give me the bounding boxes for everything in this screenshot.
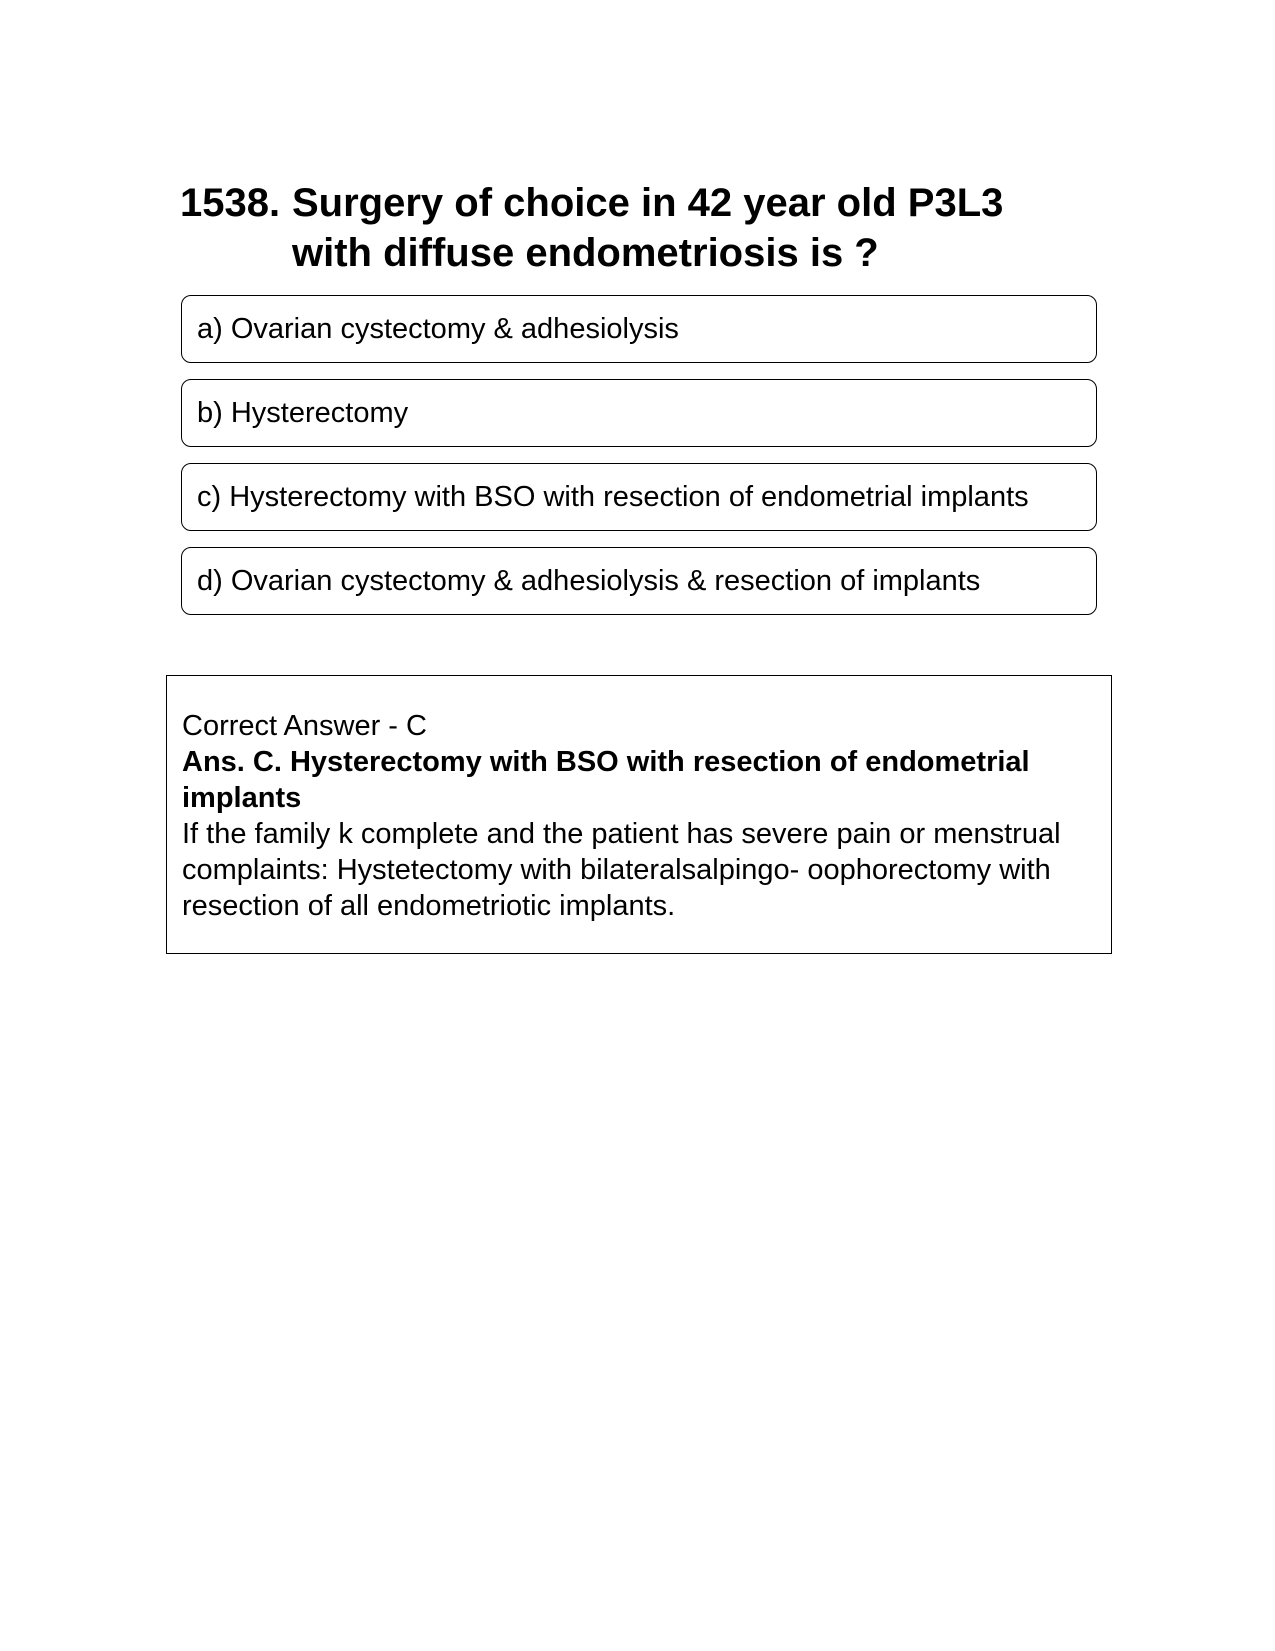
question-heading xyxy=(180,178,1080,278)
question-text: Surgery of choice in 42 year old P3L3 with diffuse endometriosis is ? xyxy=(292,181,1004,275)
question-number: 1538. xyxy=(180,181,281,225)
answer-explanation: If the family k complete and the patient has severe pain or menstrual complaints: Hystetectomy with bilateralsalpingo- oophorectomy with resection of all endometriotic implants. xyxy=(182,818,1061,922)
option-c[interactable]: c) Hysterectomy with BSO with resection of endometrial implants xyxy=(181,463,1097,531)
answer-box xyxy=(166,675,1112,954)
option-b[interactable]: b) Hysterectomy xyxy=(181,379,1097,447)
option-a[interactable]: a) Ovarian cystectomy & adhesiolysis xyxy=(181,295,1097,363)
answer-heading: Ans. C. Hysterectomy with BSO with resection of endometrial implants xyxy=(182,746,1030,814)
correct-answer-line: Correct Answer - C xyxy=(182,710,427,742)
option-d[interactable]: d) Ovarian cystectomy & adhesiolysis & resection of implants xyxy=(181,547,1097,615)
options-list xyxy=(181,295,1097,631)
